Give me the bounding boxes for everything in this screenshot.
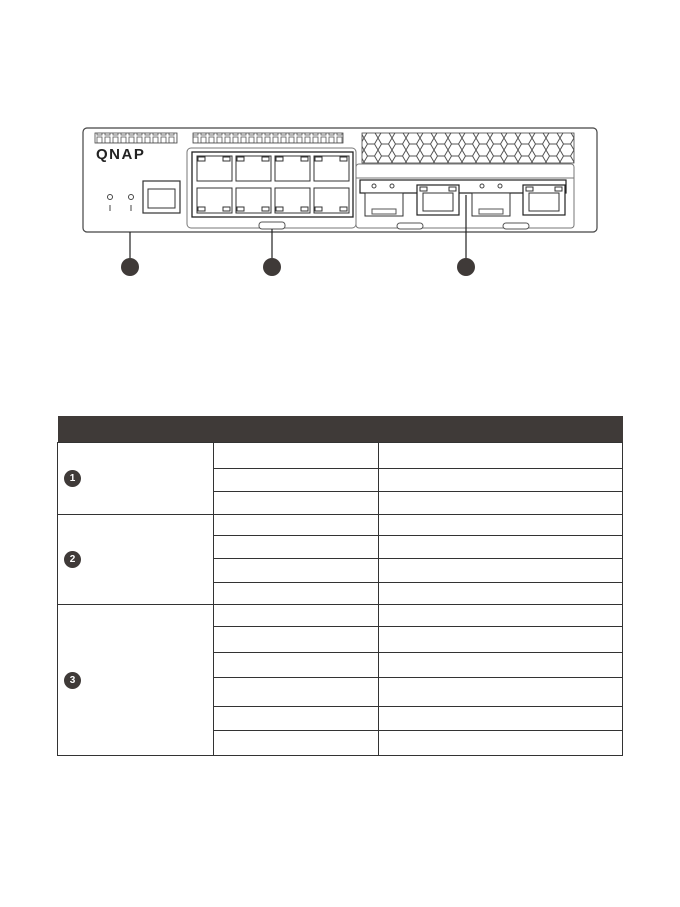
vent-middle — [193, 133, 343, 143]
badge-1: 1 — [64, 470, 81, 487]
vent-left — [95, 133, 177, 143]
component-table — [57, 416, 623, 756]
switch-front-panel-diagram — [0, 0, 680, 300]
table-header-row — [58, 416, 623, 443]
group-cell-1 — [58, 443, 214, 515]
callout-1 — [121, 258, 139, 276]
table-row — [58, 443, 623, 469]
badge-3: 3 — [64, 672, 81, 689]
vent-hex — [362, 133, 574, 163]
table-row — [58, 515, 623, 536]
callout-2 — [263, 258, 281, 276]
logo: QNAP — [96, 146, 146, 163]
callout-3 — [457, 258, 475, 276]
table-row — [58, 605, 623, 627]
group-cell-2 — [58, 515, 214, 605]
badge-2: 2 — [64, 551, 81, 568]
group-cell-3 — [58, 605, 214, 756]
